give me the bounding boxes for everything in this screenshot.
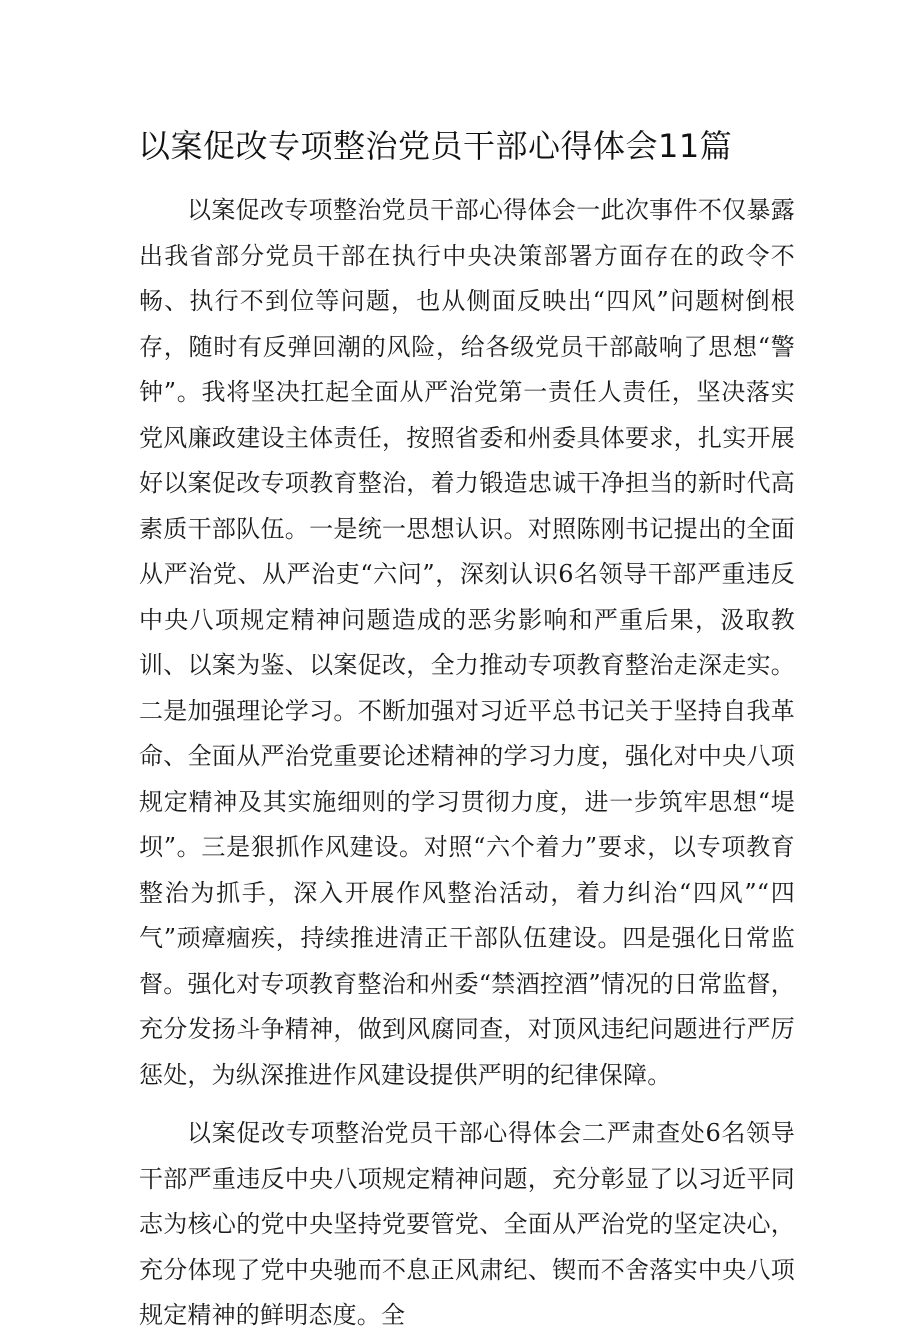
paragraph-1: 以案促改专项整治党员干部心得体会一此次事件不仅暴露出我省部分党员干部在执行中央决策部署方面存在的政令不畅、执行不到位等问题，也从侧面反映出“四风”问题树倒根存，随时有反弹回潮的风险，给各级党员干部敲响了思想“警钟”。我将坚决扛起全面从严治党第一责任人责任，坚决落实党风廉政建设主体责任，按照省委和州委具体要求，扎实开展好以案促改专项教育整治，着力锻造忠诚干净担当的新时代高素质干部队伍。一是统一思想认识。对照陈刚书记提出的全面从严治党、从严治吏“六问”，深刻认识6名领导干部严重违反中央八项规定精神问题造成的恶劣影响和严重后果，汲取教训、以案为鉴、以案促改，全力推动专项教育整治走深走实。二是加强理论学习。不断加强对习近平总书记关于坚持自我革命、全面从严治党重要论述精神的学习力度，强化对中央八项规定精神及其实施细则的学习贯彻力度，进一步筑牢思想“堤坝”。三是狠抓作风建设。对照“六个着力”要求，以专项教育整治为抓手，深入开展作风整治活动，着力纠治“四风”“四气”顽瘴痼疾，持续推进清正干部队伍建设。四是强化日常监督。强化对专项教育整治和州委“禁酒控酒”情况的日常监督，充分发扬斗争精神，做到风腐同查，对顶风违纪问题进行严厉惩处，为纵深推进作风建设提供严明的纪律保障。 — [139, 196, 795, 1089]
paragraph-2: 以案促改专项整治党员干部心得体会二严肃查处6名领导干部严重违反中央八项规定精神问题，充分彰显了以习近平同志为核心的党中央坚持党要管党、全面从严治党的坚定决心，充分体现了党中央驰而不息正风肃纪、锲而不舍落实中央八项规定精神的鲜明态度。全 — [139, 1119, 795, 1329]
document-body — [139, 188, 795, 1339]
document-title: 以案促改专项整治党员干部心得体会11篇 — [138, 127, 733, 165]
